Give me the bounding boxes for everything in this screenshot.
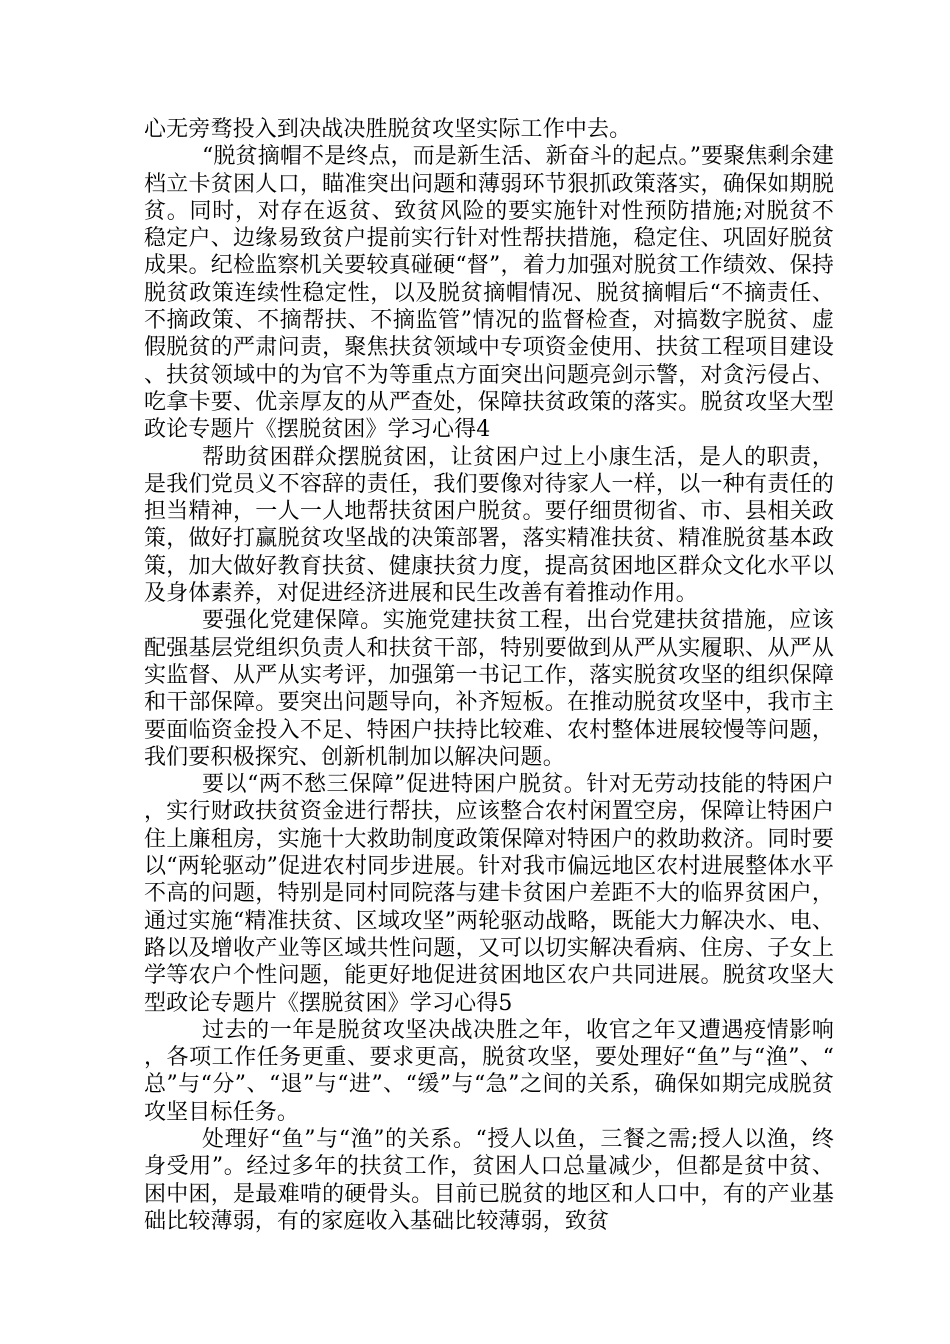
paragraph-fish-and-fishing: 处理好“鱼”与“渔”的关系。“授人以鱼，三餐之需;授人以渔，终身受用”。经过多年的扶贫工作，贫困人口总量减少，但都是贫中贫、困中困，是最难啃的硬骨头。目前已脱贫的地区和人口中，有的产业基础比较薄弱，有的家庭收入基础比较薄弱，致贫 xyxy=(144,1126,834,1234)
paragraph-party-building: 要强化党建保障。实施党建扶贫工程，出台党建扶贫措施，应该配强基层党组织负责人和扶贫干部，特别要做到从严从实履职、从严从实监督、从严从实考评，加强第一书记工作，落实脱贫攻坚的组织保障和干部保障。要突出问题导向，补齐短板。在推动脱贫攻坚中，我市主要面临资金投入不足、特困户扶持比较难、农村整体进展较慢等问题，我们要积极探究、创新机制加以解决问题。 xyxy=(144,608,834,770)
document-page xyxy=(144,116,834,1235)
paragraph-two-assurances: 要以“两不愁三保障”促进特困户脱贫。针对无劳动技能的特困户，实行财政扶贫资金进行帮扶，应该整合农村闲置空房，保障让特困户住上廉租房，实施十大救助制度政策保障对特困户的救助救济。同时要以“两轮驱动”促进农村同步进展。针对我市偏远地区农村进展整体水平不高的问题，特别是同村同院落与建卡贫困户差距不大的临界贫困户，通过实施“精准扶贫、区域攻坚”两轮驱动战略，既能大力解决水、电、路以及增收产业等区域共性问题，又可以切实解决看病、住房、子女上学等农户个性问题，能更好地促进贫困地区农户共同进展。脱贫攻坚大型政论专题片《摆脱贫困》学习心得5 xyxy=(144,772,834,1016)
paragraph-past-year: 过去的一年是脱贫攻坚决战决胜之年，收官之年又遭遇疫情影响，各项工作任务更重、要求更高，脱贫攻坚，要处理好“鱼”与“渔”、“总”与“分”、“退”与“进”、“缓”与“急”之间的关系，确保如期完成脱贫攻坚目标任务。 xyxy=(144,1017,834,1125)
paragraph-help-poor-families: 帮助贫困群众摆脱贫困，让贫困户过上小康生活，是人的职责，是我们党员义不容辞的责任，我们要像对待家人一样，以一种有责任的担当精神，一人一人地帮扶贫困户脱贫。要仔细贯彻省、市、县相关政策，做好打赢脱贫攻坚战的决策部署，落实精准扶贫、精准脱贫基本政策，加大做好教育扶贫、健康扶贫力度，提高贫困地区群众文化水平以及身体素养，对促进经济进展和民生改善有着推动作用。 xyxy=(144,444,834,607)
paragraph-continuation: 心无旁骛投入到决战决胜脱贫攻坚实际工作中去。 xyxy=(144,117,632,142)
paragraph-poverty-removal-not-end: “脱贫摘帽不是终点，而是新生活、新奋斗的起点。”要聚焦剩余建档立卡贫困人口，瞄准突出问题和薄弱环节狠抓政策落实，确保如期脱贫。同时，对存在返贫、致贫风险的要实施针对性预防措施;对脱贫不稳定户、边缘易致贫户提前实行针对性帮扶措施，稳定住、巩固好脱贫成果。纪检监察机关要较真碰硬“督”，着力加强对脱贫工作绩效、保持脱贫政策连续性稳定性，以及脱贫摘帽情况、脱贫摘帽后“不摘责任、不摘政策、不摘帮扶、不摘监管”情况的监督检查，对搞数字脱贫、虚假脱贫的严肃问责，聚焦扶贫领域中专项资金使用、扶贫工程项目建设、扶贫领域中的为官不为等重点方面突出问题亮剑示警，对贪污侵占、吃拿卡要、优亲厚友的从严查处，保障扶贫政策的落实。脱贫攻坚大型政论专题片《摆脱贫困》学习心得4 xyxy=(144,144,834,443)
